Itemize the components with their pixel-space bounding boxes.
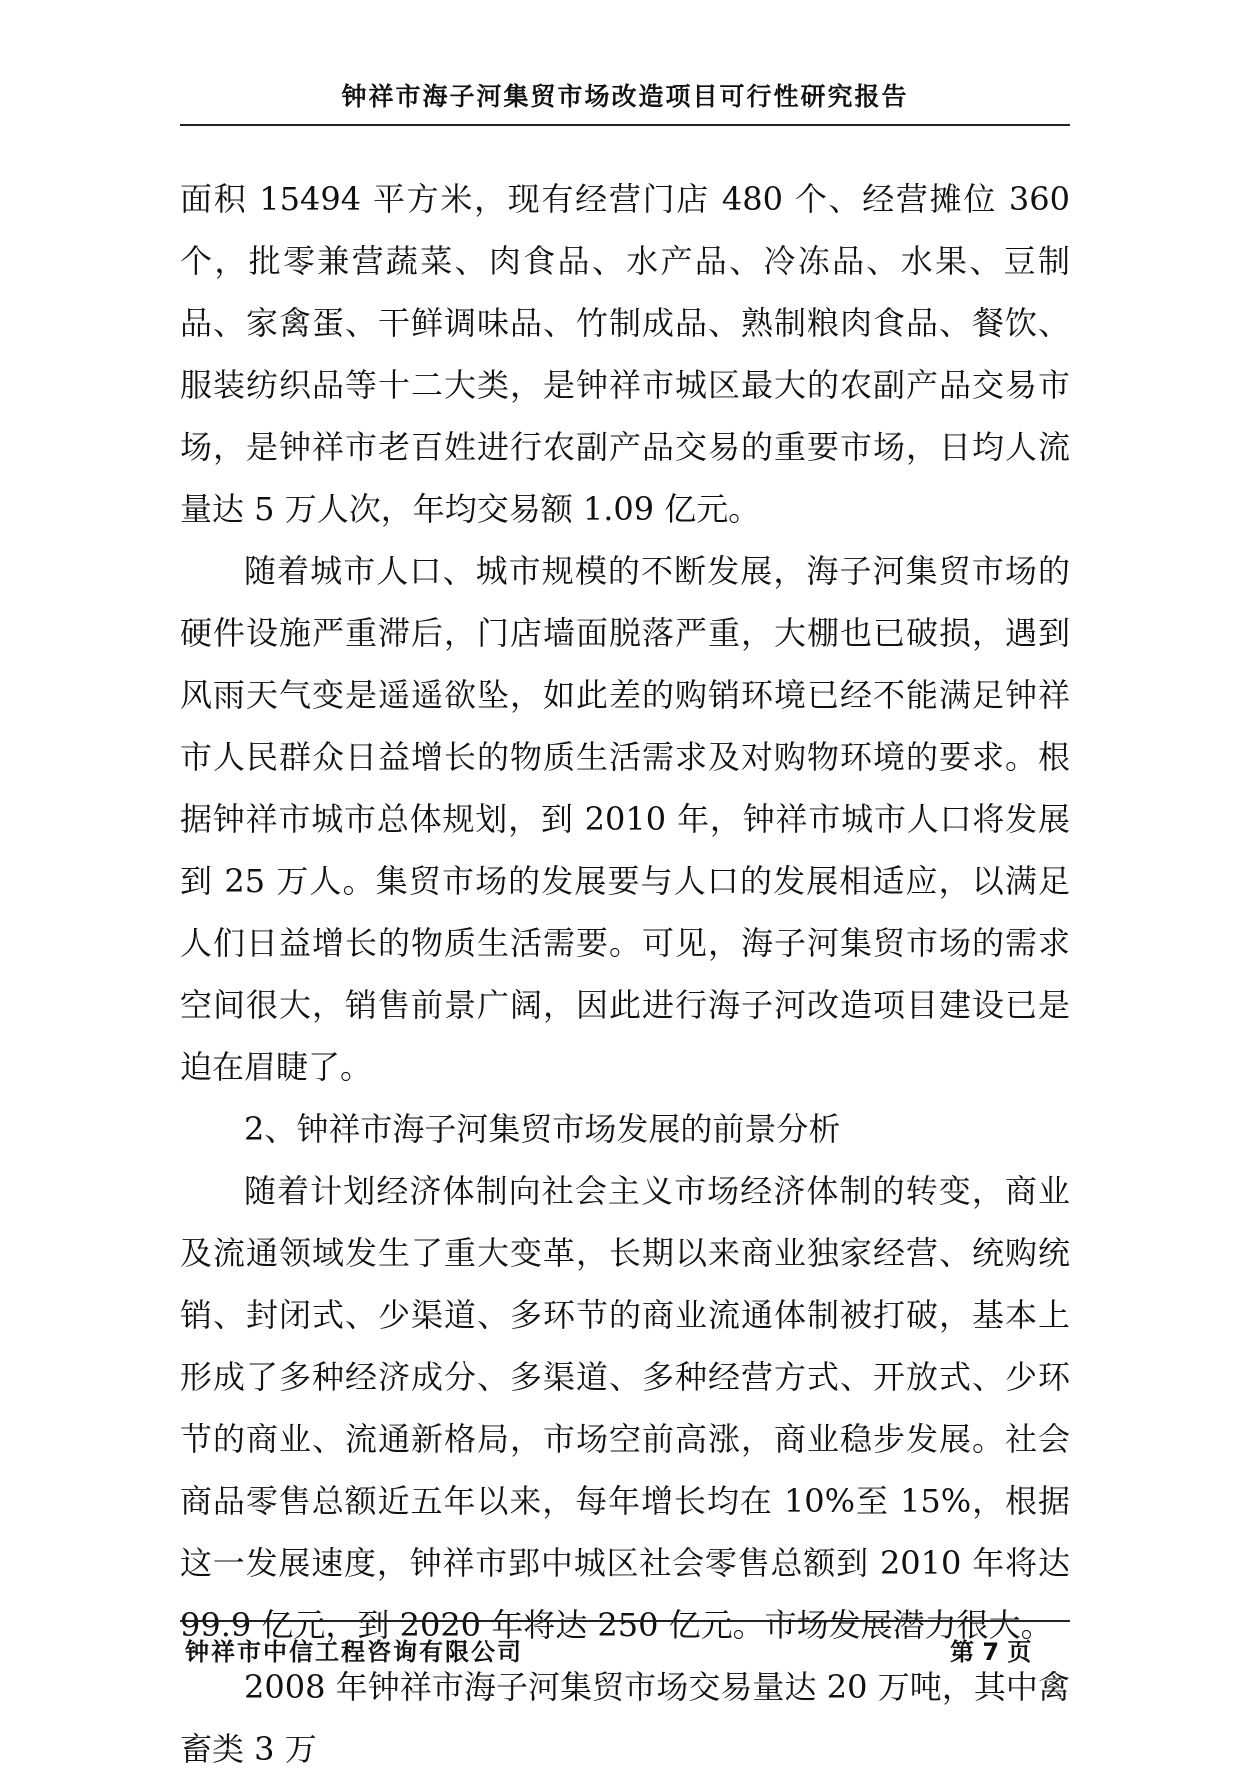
paragraph-trade-volume: 2008 年钟祥市海子河集贸市场交易量达 20 万吨，其中禽畜类 3 万 xyxy=(180,1668,1070,1768)
section-heading-prospect-analysis: 2、钟祥市海子河集贸市场发展的前景分析 xyxy=(244,1110,841,1148)
page-number: 第 7 页 xyxy=(950,1638,1032,1666)
paragraph-market-problems: 随着城市人口、城市规模的不断发展，海子河集贸市场的硬件设施严重滞后，门店墙面脱落严重，大棚也已破损，遇到风雨天气变是遥遥欲坠，如此差的购销环境已经不能满足钟祥市人民群众日益增长的物质生活需求及对购物环境的要求。根据钟祥市城市总体规划，到 2010 年，钟祥市城市人口将发展到 25 万人。集贸市场的发展要与人口的发展相适应，以满足人们日益增长的物质生活需要。可见，海子河集贸市场的需求空间很大，销售前景广阔，因此进行海子河改造项目建设已是迫在眉睫了。 xyxy=(180,552,1070,1086)
page-body xyxy=(180,168,1070,1780)
paragraph-market-overview: 面积 15494 平方米，现有经营门店 480 个、经营摊位 360 个，批零兼营蔬菜、肉食品、水产品、冷冻品、水果、豆制品、家禽蛋、干鲜调味品、竹制成品、熟制粮肉食品、餐饮、服装纺织品等十二大类，是钟祥市城区最大的农副产品交易市场，是钟祥市老百姓进行农副产品交易的重要市场，日均人流量达 5 万人次，年均交易额 1.09 亿元。 xyxy=(180,180,1070,528)
running-header: 钟祥市海子河集贸市场改造项目可行性研究报告 xyxy=(341,82,909,111)
footer-divider xyxy=(180,1620,1070,1622)
header-divider xyxy=(180,124,1070,126)
paragraph-economic-reform: 随着计划经济体制向社会主义市场经济体制的转变，商业及流通领域发生了重大变革，长期以来商业独家经营、统购统销、封闭式、少渠道、多环节的商业流通体制被打破，基本上形成了多种经济成分、多渠道、多种经营方式、开放式、少环节的商业、流通新格局，市场空前高涨，商业稳步发展。社会商品零售总额近五年以来，每年增长均在 10%至 15%，根据这一发展速度，钟祥市郢中城区社会零售总额到 2010 年将达 99.9 亿元，到 2020 年将达 250 亿元。市场发展潜力很大。 xyxy=(180,1172,1070,1644)
footer-company-name: 钟祥市中信工程咨询有限公司 xyxy=(185,1638,523,1666)
